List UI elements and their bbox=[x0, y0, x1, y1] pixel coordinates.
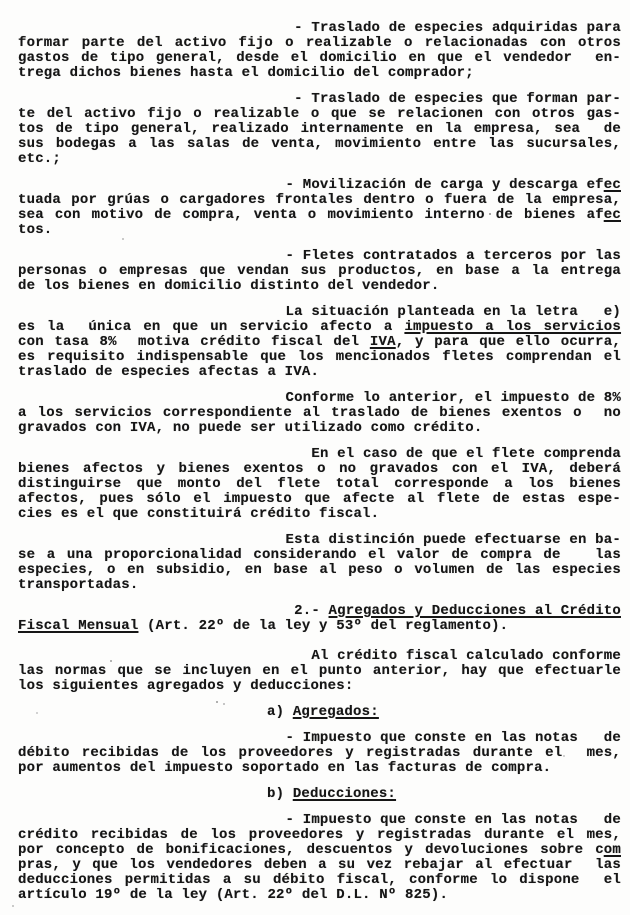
text-segment: los siguientes agregados y deducciones: bbox=[18, 678, 354, 694]
text-segment: sus bodegas a las salas de venta, movimiento entre las sucursales, bbox=[18, 136, 621, 152]
paragraph-traslado-adquiridas bbox=[18, 21, 621, 81]
text-line bbox=[18, 649, 621, 664]
text-segment: gravados con IVA, no puede ser utilizado como crédito. bbox=[18, 420, 483, 436]
text-line bbox=[18, 746, 621, 761]
text-segment: - Fletes contratados a terceros por las bbox=[285, 248, 621, 264]
text-segment: 2.- bbox=[294, 603, 329, 619]
paragraph-proporcionalidad bbox=[18, 533, 621, 593]
text-line bbox=[18, 137, 621, 152]
text-segment: te del activo fijo o realizable o que se relacionen con otros gas- bbox=[18, 106, 621, 122]
text-line bbox=[18, 92, 621, 107]
text-line bbox=[18, 223, 621, 238]
text-line bbox=[18, 619, 621, 634]
text-segment: por aumentos del impuesto soportado en las facturas de compra. bbox=[18, 760, 552, 776]
text-segment: bienes afectos y bienes exentos o no gravados con el IVA, deberá bbox=[18, 461, 621, 477]
text-segment: se a una proporcionalidad considerando el valor de compra de las bbox=[18, 547, 621, 563]
text-line bbox=[18, 107, 621, 122]
underlined-text: Agregados: bbox=[292, 704, 379, 720]
underlined-text: ec bbox=[603, 177, 621, 193]
text-line bbox=[18, 152, 621, 167]
text-line bbox=[18, 679, 621, 694]
text-line bbox=[18, 178, 621, 193]
paragraph-credito-calculado bbox=[18, 649, 621, 694]
text-line bbox=[18, 604, 621, 619]
text-line bbox=[18, 66, 621, 81]
text-segment: las normas que se incluyen en el punto anterior, hay que efectuarle bbox=[18, 663, 621, 679]
text-segment: tos de tipo general, realizado internamente en la empresa, sea de bbox=[18, 121, 621, 137]
text-line bbox=[18, 873, 621, 888]
text-segment: En el caso de que el flete comprenda bbox=[311, 446, 621, 462]
underlined-text: om bbox=[603, 842, 621, 858]
scan-noise-speckles bbox=[0, 0, 2, 2]
subsection-heading-deducciones bbox=[18, 787, 621, 802]
text-line bbox=[18, 51, 621, 66]
text-line bbox=[18, 350, 621, 365]
underlined-text: impuesto a los servicios bbox=[404, 319, 622, 335]
text-line bbox=[18, 548, 621, 563]
underlined-text: Deducciones: bbox=[292, 786, 397, 802]
text-line bbox=[18, 21, 621, 36]
text-line bbox=[18, 462, 621, 477]
text-segment: es requisito indispensable que los mencionados fletes comprendan el bbox=[18, 349, 621, 365]
text-segment: - Impuesto que conste en las notas de bbox=[285, 730, 621, 746]
text-segment: traslado de especies afectas a IVA. bbox=[18, 364, 320, 380]
text-line bbox=[18, 731, 621, 746]
paragraph-notas-debito bbox=[18, 731, 621, 776]
text-segment: afectos, pues sólo el impuesto que afecte al flete de estas espe- bbox=[18, 491, 621, 507]
text-line bbox=[18, 888, 621, 903]
text-segment: a los servicios correspondiente al traslado de bienes exentos o no bbox=[18, 405, 621, 421]
text-segment: tos. bbox=[18, 222, 53, 238]
text-segment: con tasa 8% motiva crédito fiscal del bbox=[18, 334, 370, 350]
text-line bbox=[18, 705, 621, 720]
text-segment: pras, y que los vendedores deben a su vez rebajar al efectuar las bbox=[18, 857, 621, 873]
document-body bbox=[18, 21, 621, 903]
paragraph-movilizacion-carga bbox=[18, 178, 621, 238]
text-segment: tuada por grúas o cargadores frontales dentro o fuera de la empresa, bbox=[18, 192, 621, 208]
text-line bbox=[18, 193, 621, 208]
text-line bbox=[18, 761, 621, 776]
text-line bbox=[18, 421, 621, 436]
text-line bbox=[18, 208, 621, 223]
text-line bbox=[18, 578, 621, 593]
text-segment: - Movilización de carga y descarga ef bbox=[285, 177, 604, 193]
underlined-text: IVA bbox=[369, 334, 396, 350]
text-segment: gastos de tipo general, desde el domicilio en que el vendedor en- bbox=[18, 50, 621, 66]
text-line bbox=[18, 335, 621, 350]
text-segment: de los bienes en domicilio distinto del vendedor. bbox=[18, 278, 440, 294]
text-segment: deducciones permitidas a su débito fiscal, conforme lo dispone el bbox=[18, 872, 621, 888]
text-line bbox=[18, 492, 621, 507]
text-segment: Esta distinción puede efectuarse en ba- bbox=[285, 532, 621, 548]
text-segment: personas o empresas que vendan sus productos, en base a la entrega bbox=[18, 263, 621, 279]
text-line bbox=[18, 813, 621, 828]
subsection-heading-agregados bbox=[18, 705, 621, 720]
paragraph-situacion-letra-e bbox=[18, 305, 621, 380]
underlined-text: Agregados y Deducciones al Crédito bbox=[328, 603, 621, 619]
paragraph-notas-credito bbox=[18, 813, 621, 903]
text-segment: Conforme lo anterior, el impuesto de 8% bbox=[285, 390, 621, 406]
text-segment: por concepto de bonificaciones, descuentos y devoluciones sobre c bbox=[18, 842, 604, 858]
text-line bbox=[18, 828, 621, 843]
text-line bbox=[18, 447, 621, 462]
text-segment: , y para que ello ocurra, bbox=[395, 334, 621, 350]
text-segment: a) bbox=[267, 704, 293, 720]
text-line bbox=[18, 477, 621, 492]
text-line bbox=[18, 305, 621, 320]
text-line bbox=[18, 664, 621, 679]
text-segment: etc.; bbox=[18, 151, 62, 167]
text-line bbox=[18, 122, 621, 137]
text-segment: - Traslado de especies adquiridas para bbox=[294, 20, 621, 36]
text-segment: artículo 19º de la ley (Art. 22º del D.L. Nº 825). bbox=[18, 887, 449, 903]
section-heading-agregados-deducciones bbox=[18, 604, 621, 634]
text-segment: es la única en que un servicio afecto a bbox=[18, 319, 405, 335]
text-segment: trega dichos bienes hasta el domicilio del comprador; bbox=[18, 65, 474, 81]
text-segment: crédito recibidas de los proveedores y registradas durante el mes, bbox=[18, 827, 621, 843]
underlined-text: ec bbox=[603, 207, 621, 223]
text-segment: - Traslado de especies que forman par- bbox=[294, 91, 621, 107]
text-line bbox=[18, 843, 621, 858]
text-line bbox=[18, 406, 621, 421]
text-segment: b) bbox=[267, 786, 293, 802]
text-line bbox=[18, 533, 621, 548]
text-line bbox=[18, 563, 621, 578]
text-segment: especies, o en subsidio, en base al peso o volumen de las especies bbox=[18, 562, 621, 578]
text-segment: cies es el que constituirá crédito fiscal. bbox=[18, 506, 380, 522]
text-line bbox=[18, 858, 621, 873]
paragraph-traslado-interno bbox=[18, 92, 621, 167]
text-line bbox=[18, 36, 621, 51]
text-line bbox=[18, 264, 621, 279]
text-line bbox=[18, 507, 621, 522]
underlined-text: Fiscal Mensual bbox=[18, 618, 139, 634]
text-segment: (Art. 22º de la ley y 53º del reglamento). bbox=[138, 618, 509, 634]
text-line bbox=[18, 279, 621, 294]
text-line bbox=[18, 320, 621, 335]
text-line bbox=[18, 365, 621, 380]
text-segment: sea con motivo de compra, venta o movimiento interno de bienes af bbox=[18, 207, 604, 223]
text-line bbox=[18, 787, 621, 802]
paragraph-fletes-terceros bbox=[18, 249, 621, 294]
text-line bbox=[18, 249, 621, 264]
paragraph-conforme-anterior bbox=[18, 391, 621, 436]
text-segment: La situación planteada en la letra e) bbox=[285, 304, 621, 320]
text-line bbox=[18, 391, 621, 406]
text-segment: débito recibidas de los proveedores y registradas durante el mes, bbox=[18, 745, 621, 761]
text-segment: Al crédito fiscal calculado conforme bbox=[311, 648, 621, 664]
text-segment: formar parte del activo fijo o realizable o relacionadas con otros bbox=[18, 35, 621, 51]
paragraph-flete-mixto bbox=[18, 447, 621, 522]
text-segment: distinguirse que monto del flete total corresponde a los bienes bbox=[18, 476, 621, 492]
text-segment: transportadas. bbox=[18, 577, 139, 593]
text-segment: - Impuesto que conste en las notas de bbox=[285, 812, 621, 828]
